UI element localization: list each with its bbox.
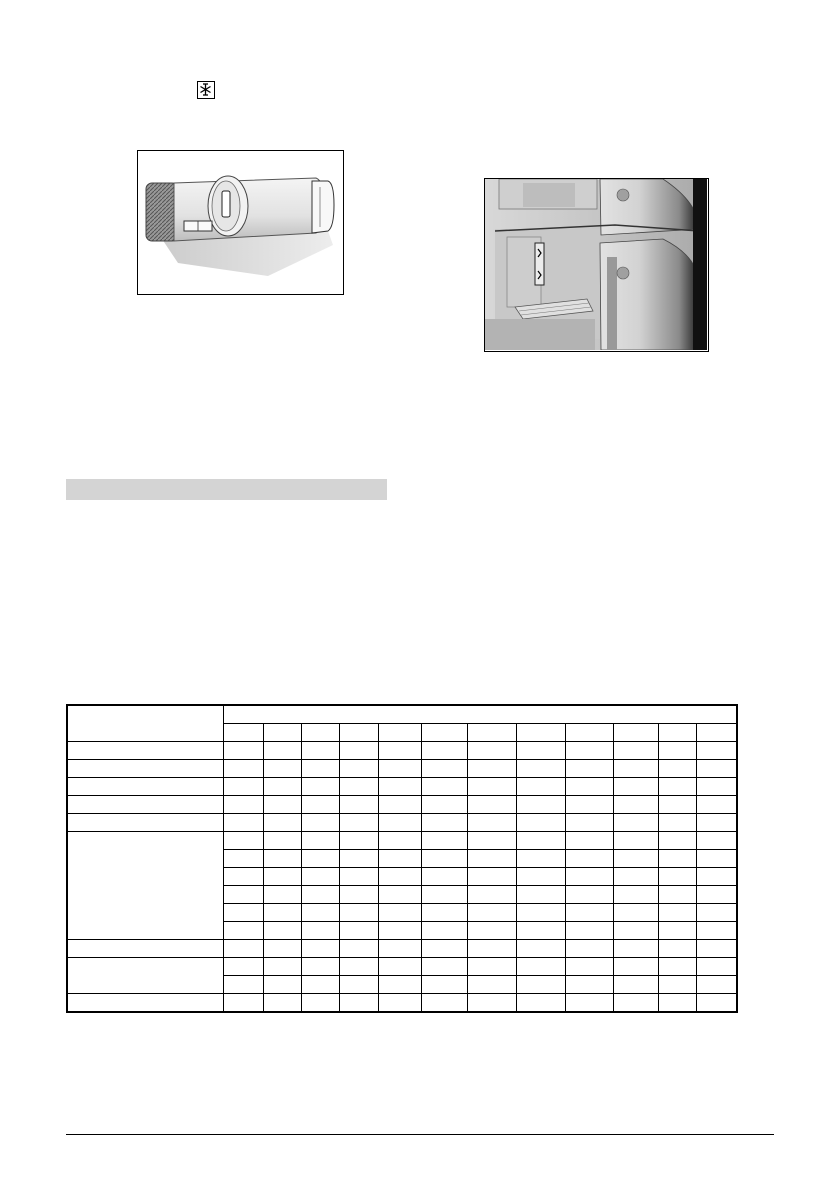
table-row	[67, 994, 737, 1013]
table-header-row	[67, 705, 737, 724]
table-merged-label-cell	[67, 832, 223, 940]
table-row	[67, 742, 737, 760]
fridge-interior-illustration	[484, 178, 709, 352]
table-row	[67, 796, 737, 814]
table-header-span-cell	[223, 705, 737, 724]
section-heading-bar	[66, 479, 387, 500]
freezer-star-icon	[197, 81, 215, 99]
footer-divider	[66, 1134, 774, 1135]
settings-table	[66, 704, 738, 1013]
table-merged-label-cell	[67, 958, 223, 994]
control-unit-illustration	[137, 150, 344, 295]
table-row	[67, 832, 737, 850]
table-row	[67, 958, 737, 976]
table-row	[67, 760, 737, 778]
table-header-label-cell	[67, 705, 223, 742]
table-row	[67, 940, 737, 958]
table-row	[67, 814, 737, 832]
table-row	[67, 778, 737, 796]
